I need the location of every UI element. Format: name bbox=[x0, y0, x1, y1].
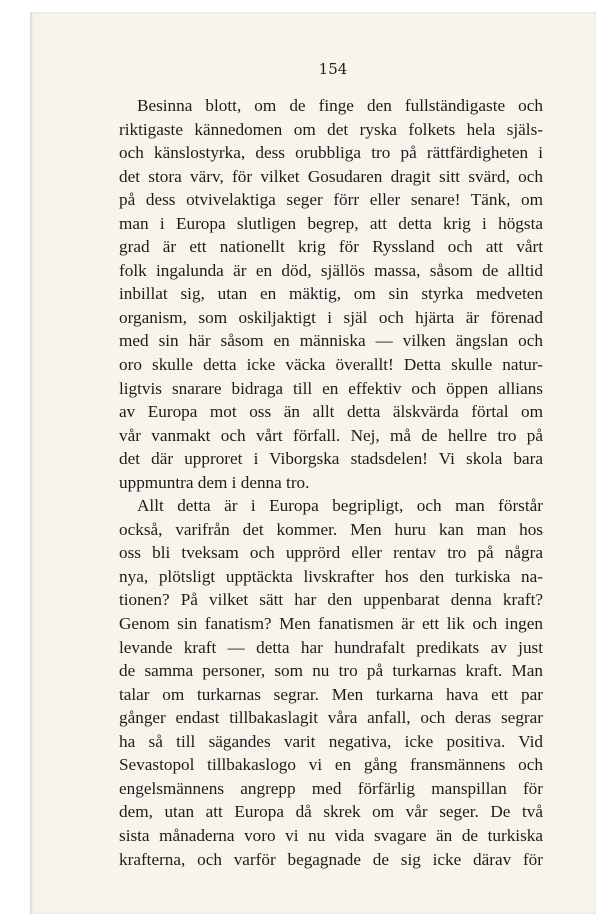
text-line: Genom sin fanatism? Men fanatismen är ett lik och ingen bbox=[119, 614, 543, 634]
text-line: Allt detta är i Europa begripligt, och man förstår bbox=[137, 496, 543, 516]
text-line: Besinna blott, om de finge den fullständigaste och bbox=[137, 96, 543, 115]
text-line: uppmuntra dem i denna tro. bbox=[119, 472, 310, 492]
text-line: sista månaderna voro vi nu vida svagare än de turkiska bbox=[119, 825, 543, 845]
body-text bbox=[119, 94, 543, 871]
text-line: inbillat sig, utan en mäktig, om sin styrka medveten bbox=[119, 284, 543, 304]
text-line: ha så till sägandes varit negativa, icke positiva. Vid bbox=[119, 731, 543, 751]
text-line: ligtvis snarare bidraga till en effektiv och öppen allians bbox=[119, 378, 543, 398]
text-line: levande kraft — detta har hundrafalt predikats av just bbox=[119, 637, 543, 657]
text-line: av Europa mot oss än allt detta älskvärda förtal om bbox=[119, 402, 543, 422]
text-line: Sevastopol tillbakaslogo vi en gång fransmännens och bbox=[119, 755, 543, 775]
text-line: tionen? På vilket sätt har den uppenbarat denna kraft? bbox=[119, 590, 543, 610]
text-line: engelsmännens angrepp med förfärlig manspillan för bbox=[119, 778, 543, 798]
text-line: grad är ett nationellt krig för Ryssland och att vårt bbox=[119, 237, 543, 257]
text-line: med sin här såsom en människa — vilken ängslan och bbox=[119, 331, 543, 351]
text-line: vår vanmakt och vårt förfall. Nej, må de hellre tro på bbox=[119, 425, 543, 445]
paragraph-2 bbox=[119, 494, 543, 871]
text-line: organism, som oskiljaktigt i själ och hjärta är förenad bbox=[119, 307, 543, 327]
page-number: 154 bbox=[318, 60, 348, 78]
paragraph-1 bbox=[119, 94, 543, 494]
text-line: oss bli tveksam och upprörd eller rentav tro på några bbox=[119, 543, 543, 563]
text-line: krafterna, och varför begagnade de sig icke därav för bbox=[119, 849, 543, 869]
text-line: det där upproret i Viborgska stadsdelen! Vi skola bara bbox=[119, 449, 543, 469]
text-line: också, varifrån det kommer. Men huru kan man hos bbox=[119, 519, 543, 539]
text-line: riktigaste kännedomen om det ryska folkets hela själs- bbox=[119, 119, 543, 139]
text-line: och känslostyrka, dess orubbliga tro på rättfärdigheten i bbox=[119, 143, 543, 163]
text-line: nya, plötsligt upptäckta livskrafter hos den turkiska na- bbox=[119, 566, 543, 586]
text-line: dem, utan att Europa då skrek om vår seger. De två bbox=[119, 802, 543, 822]
text-line: talar om turkarnas segrar. Men turkarna hava ett par bbox=[119, 684, 543, 704]
text-line: de samma personer, som nu tro på turkarnas kraft. Man bbox=[119, 661, 543, 681]
text-line: folk ingalunda är en död, själlös massa, såsom de alltid bbox=[119, 260, 543, 280]
text-line: gånger endast tillbakaslagit våra anfall, och deras segrar bbox=[119, 708, 543, 728]
text-line: man i Europa slutligen begrep, att detta krig i högsta bbox=[119, 213, 543, 233]
text-line: på dess otvivelaktiga seger förr eller senare! Tänk, om bbox=[119, 190, 543, 210]
text-line: det stora värv, för vilket Gosudaren dragit sitt svärd, och bbox=[119, 166, 543, 186]
text-line: oro skulle detta icke väcka överallt! Detta skulle natur- bbox=[119, 355, 543, 375]
